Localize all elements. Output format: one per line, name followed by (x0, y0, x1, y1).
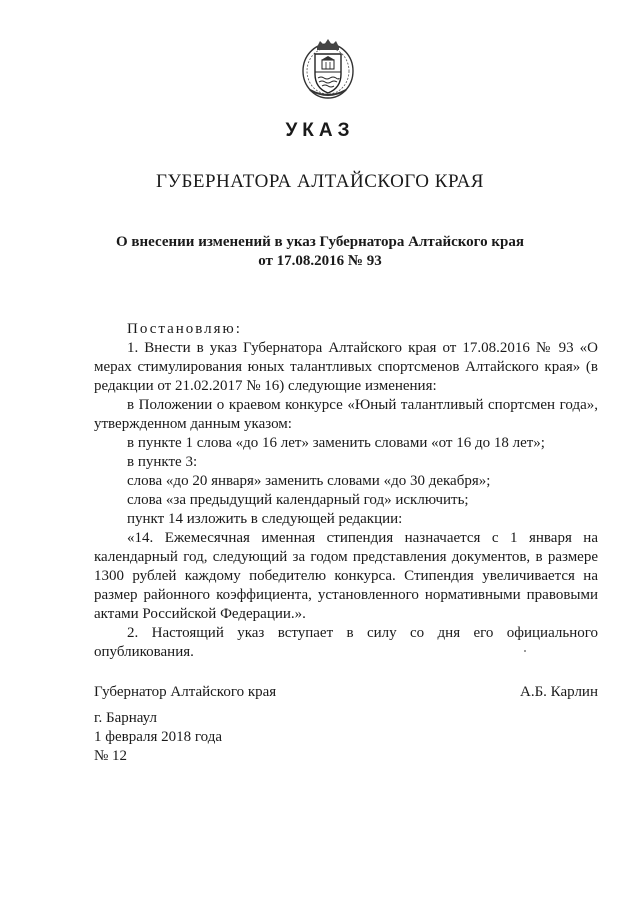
document-subject (0, 233, 640, 271)
document-type: УКАЗ (285, 120, 355, 141)
paragraph: в пункте 3: (127, 454, 198, 470)
place-and-date (94, 709, 222, 766)
coat-of-arms-graphic (300, 38, 356, 100)
paragraph: 2. Настоящий указ вступает в силу со дня его официального опубликования. (94, 625, 598, 660)
paragraph: в пункте 1 слова «до 16 лет» заменить словами «от 16 до 18 лет»; (127, 435, 545, 451)
signatory-position: Губернатор Алтайского края (94, 684, 277, 700)
decree-body (94, 320, 598, 662)
city: г. Барнаул (94, 710, 157, 726)
preamble: Постановляю: (127, 321, 242, 337)
paragraph: пункт 14 изложить в следующей редакции: (127, 511, 403, 527)
paragraph: «14. Ежемесячная именная стипендия назначается с 1 января на календарный год, следующий за годом представления документов, в размере 1300 рублей каждому победителю конкурса. Стипендия увеличивается на размер районного коэффициента, установленного нормативными правовыми актами Российской Федерации.». (94, 530, 598, 622)
coat-of-arms-icon (300, 38, 356, 100)
scan-artifact (524, 650, 526, 652)
paragraph: 1. Внести в указ Губернатора Алтайского края от 17.08.2016 № 93 «О мерах стимулирования юных талантливых спортсменов Алтайского края» (в редакции от 21.02.2017 № 16) следующие изменения: (94, 340, 598, 394)
document-number: № 12 (94, 748, 128, 764)
date: 1 февраля 2018 года (94, 729, 223, 745)
subject-line: О внесении изменений в указ Губернатора Алтайского края (116, 234, 524, 250)
signatory-name: А.Б. Карлин (519, 684, 598, 700)
issuer-title: ГУБЕРНАТОРА АЛТАЙСКОГО КРАЯ (156, 171, 484, 192)
paragraph: слова «за предыдущий календарный год» исключить; (127, 492, 469, 508)
paragraph: в Положении о краевом конкурсе «Юный талантливый спортсмен года», утвержденном данным указом: (94, 397, 598, 432)
subject-line: от 17.08.2016 № 93 (258, 253, 382, 269)
paragraph: слова «до 20 января» заменить словами «до 30 декабря»; (127, 473, 491, 489)
